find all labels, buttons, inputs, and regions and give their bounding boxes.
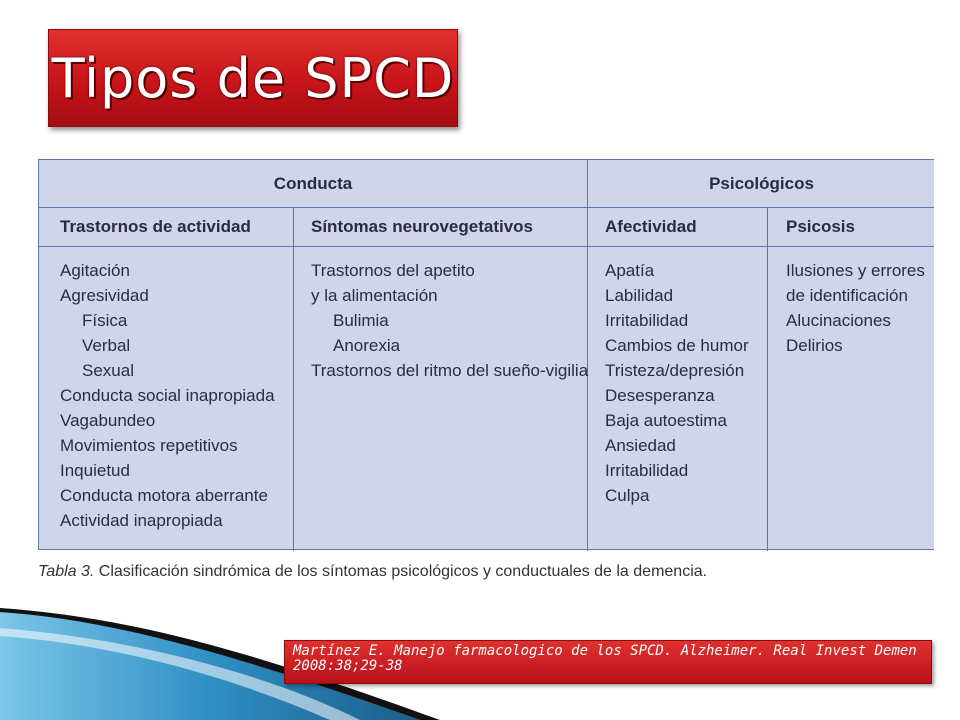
table-cell-item: Sexual xyxy=(82,361,134,380)
slide-title: Tipos de SPCD xyxy=(51,46,455,110)
table-cell-item: Desesperanza xyxy=(605,386,715,405)
table-cell-item: Culpa xyxy=(605,486,650,505)
caption-text: Clasificación sindrómica de los síntomas psicológicos y conductuales de la demencia. xyxy=(94,563,708,580)
column-header: Afectividad xyxy=(605,217,697,236)
reference-text: Martínez E. Manejo farmacologico de los SPCD. Alzheimer. Real Invest Demen 2008:38;29-38 xyxy=(293,643,917,674)
table-cell-item: Delirios xyxy=(786,336,843,355)
table-cell-item: Bulimia xyxy=(333,311,389,330)
table-cell-item: Labilidad xyxy=(605,286,674,305)
group-header-psicologicos: Psicológicos xyxy=(709,174,814,193)
table-caption xyxy=(38,563,707,581)
table-cell-item: de identificación xyxy=(786,286,908,305)
table-cell-item: Apatía xyxy=(605,261,655,280)
column-header: Síntomas neurovegetativos xyxy=(311,217,534,236)
table-divider xyxy=(293,207,294,551)
reference-box xyxy=(284,640,932,684)
column-items xyxy=(786,258,925,358)
table-cell-item: Irritabilidad xyxy=(605,461,689,480)
table-cell-item: Trastornos del ritmo del sueño-vigilia xyxy=(311,361,589,380)
table-cell-item: Trastornos del apetito xyxy=(311,261,475,280)
table-cell-item: Física xyxy=(82,311,128,330)
classification-table xyxy=(38,159,934,550)
table-cell-item: Movimientos repetitivos xyxy=(60,436,238,455)
table-cell-item: Vagabundeo xyxy=(60,411,156,430)
table-cell-item: Actividad inapropiada xyxy=(60,511,223,530)
table-cell-item: Tristeza/depresión xyxy=(605,361,745,380)
column-items xyxy=(605,258,749,508)
table-cell-item: Ilusiones y errores xyxy=(786,261,925,280)
table-cell-item: Ansiedad xyxy=(605,436,676,455)
table-cell-item: Verbal xyxy=(82,336,131,355)
caption-label: Tabla 3. xyxy=(38,563,95,580)
table-cell-item: Irritabilidad xyxy=(605,311,689,330)
table-cell-item: Conducta motora aberrante xyxy=(60,486,268,505)
table-cell-item: Agitación xyxy=(60,261,130,280)
table-cell-item: Alucinaciones xyxy=(786,311,891,330)
table-cell-item: Baja autoestima xyxy=(605,411,727,430)
table-cell-item: Anorexia xyxy=(333,336,401,355)
column-header: Trastornos de actividad xyxy=(60,217,251,236)
slide-title-box xyxy=(48,29,458,127)
table-divider xyxy=(767,207,768,551)
column-items xyxy=(311,258,588,383)
table-cell-item: Inquietud xyxy=(60,461,130,480)
table-cell-item: Agresividad xyxy=(60,286,149,305)
column-items xyxy=(60,258,275,533)
column-header: Psicosis xyxy=(786,217,855,236)
table-divider xyxy=(39,246,934,247)
table-cell-item: Cambios de humor xyxy=(605,336,749,355)
table-cell-item: y la alimentación xyxy=(311,286,438,305)
group-header-conducta: Conducta xyxy=(273,174,353,193)
table-cell-item: Conducta social inapropiada xyxy=(60,386,275,405)
